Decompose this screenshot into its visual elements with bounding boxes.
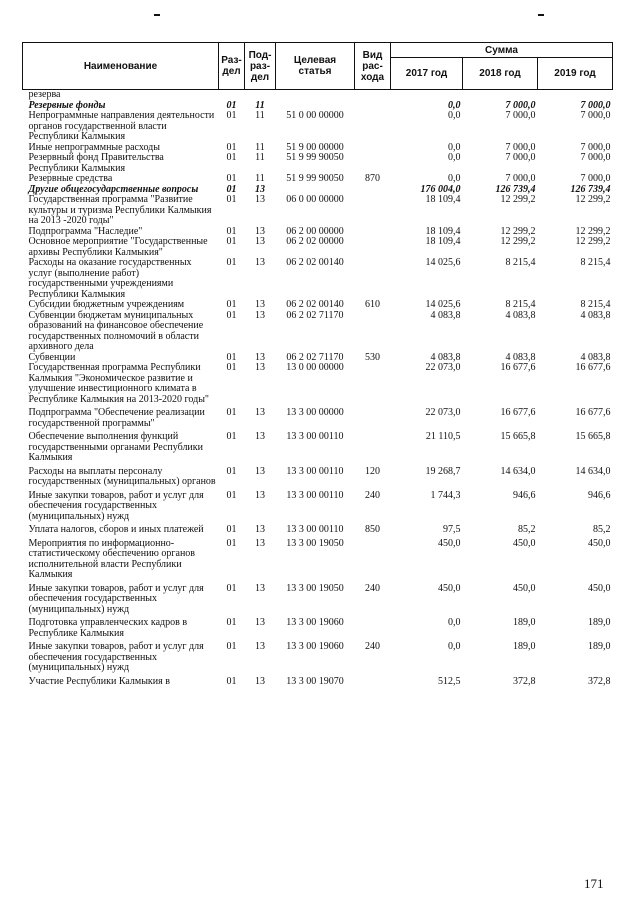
row-razdel: 01 bbox=[226, 537, 237, 549]
row-vid bbox=[355, 536, 391, 581]
row-razdel: 01 bbox=[226, 465, 237, 477]
row-sum-2017: 0,0 bbox=[448, 617, 461, 628]
row-sum-2019: 372,8 bbox=[588, 675, 611, 687]
row-vid: 240 bbox=[365, 582, 380, 594]
row-name: Резервные средства bbox=[28, 173, 113, 184]
row-sum-2018: 7 000,0 bbox=[505, 141, 536, 153]
row-sum-2019: 12 299,2 bbox=[575, 225, 611, 237]
row-razdel: 01 bbox=[226, 152, 237, 163]
row-name: Обеспечение выполнения функций государственными органами Республики Калмыкия bbox=[28, 431, 203, 463]
row-sum-2019: 450,0 bbox=[588, 537, 611, 549]
row-name: Иные закупки товаров, работ и услуг для обеспечения государственных (муниципальных) нужд bbox=[28, 582, 204, 615]
table-row bbox=[23, 522, 613, 536]
table-row bbox=[23, 488, 613, 523]
row-podrazdel: 13 bbox=[255, 257, 265, 268]
row-razdel: 01 bbox=[226, 141, 237, 153]
row-podrazdel: 13 bbox=[255, 351, 265, 363]
row-target: 06 2 02 00140 bbox=[286, 257, 344, 268]
row-name: Государственная программа Республики Калмыкия "Экономическое развитие и улучшение инвестиционного климата в Республике Калмыкия на 2013-2020 годы" bbox=[28, 362, 209, 405]
table-row bbox=[23, 674, 613, 688]
header-razdel: Раз- дел bbox=[219, 43, 245, 90]
row-razdel: 01 bbox=[226, 236, 237, 247]
row-podrazdel: 13 bbox=[255, 299, 265, 310]
row-razdel: 01 bbox=[226, 225, 237, 237]
row-sum-2017: 14 025,6 bbox=[425, 299, 461, 310]
row-name: Другие общегосударственные вопросы bbox=[28, 183, 199, 195]
row-sum-2018: 85,2 bbox=[518, 524, 536, 535]
row-sum-2019: 946,6 bbox=[588, 489, 611, 501]
row-sum-2019: 8 215,4 bbox=[580, 299, 611, 310]
row-sum-2018: 372,8 bbox=[513, 675, 536, 687]
row-vid bbox=[355, 195, 391, 227]
row-sum-2017: 18 109,4 bbox=[425, 225, 461, 237]
header-2017: 2017 год bbox=[391, 58, 463, 90]
row-target: 13 3 00 19070 bbox=[286, 675, 344, 687]
row-razdel: 01 bbox=[226, 582, 237, 594]
row-podrazdel: 13 bbox=[255, 465, 265, 477]
row-sum-2018: 7 000,0 bbox=[505, 110, 536, 121]
row-razdel: 01 bbox=[226, 407, 237, 418]
row-sum-2019: 16 677,6 bbox=[575, 407, 611, 418]
row-sum-2019: 7 000,0 bbox=[580, 152, 611, 163]
row-vid bbox=[355, 615, 391, 639]
scan-mark-left bbox=[154, 14, 160, 16]
row-sum-2017: 97,5 bbox=[443, 524, 461, 535]
row-razdel: 01 bbox=[226, 194, 237, 205]
row-sum-2017: 18 109,4 bbox=[425, 194, 461, 205]
row-podrazdel: 11 bbox=[255, 141, 265, 153]
row-name: Подготовка управленческих кадров в Республике Калмыкия bbox=[28, 617, 188, 639]
budget-table-page bbox=[22, 42, 612, 687]
row-podrazdel: 13 bbox=[255, 362, 265, 373]
row-sum-2018: 15 665,8 bbox=[500, 431, 536, 442]
row-name: Резервный фонд Правительства Республики Калмыкия bbox=[28, 152, 164, 174]
row-name: Расходы на оказание государственных услуг (выполнение работ) государственными учреждениями Республики Калмыкия bbox=[28, 257, 192, 300]
row-sum-2017: 0,0 bbox=[448, 152, 461, 163]
row-sum-2018: 7 000,0 bbox=[505, 99, 536, 111]
row-razdel: 01 bbox=[226, 257, 237, 268]
row-sum-2019: 8 215,4 bbox=[580, 257, 611, 268]
row-name: Государственная программа "Развитие культуры и туризма Республики Калмыкия на 2013 -2020 годы" bbox=[28, 194, 212, 226]
row-podrazdel: 11 bbox=[255, 110, 265, 121]
row-sum-2019: 4 083,8 bbox=[580, 309, 611, 321]
row-sum-2018: 189,0 bbox=[513, 641, 536, 652]
row-name: Резервные фонды bbox=[28, 99, 106, 111]
page-number: 171 bbox=[584, 876, 604, 891]
row-sum-2019: 14 634,0 bbox=[575, 465, 611, 477]
row-name: Подпрограмма "Обеспечение реализации государственной программы" bbox=[28, 407, 205, 429]
table-row bbox=[23, 405, 613, 429]
header-target: Целевая статья bbox=[276, 43, 355, 90]
row-podrazdel bbox=[245, 90, 276, 101]
row-sum-2019: 4 083,8 bbox=[580, 351, 611, 363]
row-target bbox=[276, 90, 355, 101]
row-razdel: 01 bbox=[226, 641, 237, 652]
row-name: Иные непрограммные расходы bbox=[28, 141, 160, 153]
row-sum-2019: 85,2 bbox=[593, 524, 611, 535]
row-razdel: 01 bbox=[226, 309, 237, 321]
row-sum-2017: 0,0 bbox=[448, 173, 461, 184]
scan-mark-right bbox=[538, 14, 544, 16]
row-sum-2018: 189,0 bbox=[513, 617, 536, 628]
row-vid bbox=[355, 363, 391, 405]
row-sum-2018: 16 677,6 bbox=[500, 362, 536, 373]
row-podrazdel: 13 bbox=[255, 489, 265, 501]
header-2018: 2018 год bbox=[463, 58, 538, 90]
table-row bbox=[23, 237, 613, 258]
row-razdel: 01 bbox=[226, 431, 237, 442]
row-sum-2018: 7 000,0 bbox=[505, 152, 536, 163]
row-sum-2017: 450,0 bbox=[438, 537, 461, 549]
row-podrazdel: 13 bbox=[255, 537, 265, 549]
row-sum-2017 bbox=[391, 90, 463, 101]
table-row bbox=[23, 111, 613, 143]
row-name: Основное мероприятие "Государственные архивы Республики Калмыкия" bbox=[28, 236, 208, 258]
row-vid bbox=[355, 227, 391, 238]
row-sum-2019: 12 299,2 bbox=[575, 236, 611, 247]
row-name: Иные закупки товаров, работ и услуг для обеспечения государственных (муниципальных) нужд bbox=[28, 641, 204, 673]
table-row bbox=[23, 174, 613, 185]
row-podrazdel: 11 bbox=[255, 99, 265, 111]
row-sum-2018: 7 000,0 bbox=[505, 173, 536, 184]
row-sum-2019: 7 000,0 bbox=[580, 141, 611, 153]
row-target: 13 3 00 00110 bbox=[286, 431, 344, 442]
row-sum-2017: 18 109,4 bbox=[425, 236, 461, 247]
row-podrazdel: 11 bbox=[255, 173, 265, 184]
row-target: 13 3 00 00110 bbox=[286, 465, 344, 477]
row-vid bbox=[355, 101, 391, 112]
header-sum: Сумма bbox=[391, 43, 613, 58]
row-sum-2018: 16 677,6 bbox=[500, 407, 536, 418]
row-vid bbox=[355, 111, 391, 143]
row-podrazdel: 13 bbox=[255, 675, 265, 687]
row-sum-2018 bbox=[463, 90, 538, 101]
row-target: 06 2 02 00140 bbox=[286, 299, 344, 310]
row-razdel: 01 bbox=[226, 110, 237, 121]
row-sum-2017: 512,5 bbox=[438, 675, 461, 687]
row-sum-2017: 22 073,0 bbox=[425, 362, 461, 373]
row-podrazdel: 11 bbox=[255, 152, 265, 163]
table-row bbox=[23, 363, 613, 405]
row-target: 13 3 00 19060 bbox=[286, 641, 344, 652]
header-vid: Вид рас- хода bbox=[355, 43, 391, 90]
row-vid bbox=[355, 153, 391, 174]
row-sum-2019: 7 000,0 bbox=[580, 99, 611, 111]
row-razdel: 01 bbox=[226, 351, 237, 363]
row-sum-2018: 4 083,8 bbox=[505, 309, 536, 321]
row-podrazdel: 13 bbox=[255, 183, 265, 195]
row-podrazdel: 13 bbox=[255, 309, 265, 321]
table-row bbox=[23, 581, 613, 616]
row-target: 13 3 00 19050 bbox=[286, 537, 344, 549]
row-vid: 870 bbox=[365, 173, 380, 184]
row-target: 51 0 00 00000 bbox=[286, 110, 344, 121]
row-vid: 610 bbox=[365, 299, 380, 310]
row-vid bbox=[355, 143, 391, 154]
row-vid: 240 bbox=[365, 489, 380, 501]
row-vid: 240 bbox=[365, 641, 380, 652]
row-name: Непрограммные направления деятельности органов государственной власти Республики Калмыкия bbox=[28, 110, 215, 142]
row-sum-2017: 4 083,8 bbox=[430, 351, 461, 363]
row-sum-2018: 12 299,2 bbox=[500, 225, 536, 237]
row-vid bbox=[355, 674, 391, 688]
row-target: 13 3 00 00110 bbox=[286, 489, 344, 501]
row-vid: 120 bbox=[365, 465, 380, 477]
row-target: 13 3 00 00110 bbox=[286, 524, 344, 535]
table-row bbox=[23, 311, 613, 353]
table-row bbox=[23, 258, 613, 300]
row-sum-2019: 126 739,4 bbox=[570, 183, 611, 195]
budget-table bbox=[22, 42, 613, 687]
row-name: Субвенции бюджетам муниципальных образований на финансовое обеспечение государственных полномочий в области архивного дела bbox=[28, 309, 204, 352]
table-header bbox=[23, 43, 613, 90]
row-sum-2018: 12 299,2 bbox=[500, 194, 536, 205]
row-sum-2018: 126 739,4 bbox=[495, 183, 536, 195]
row-sum-2019: 16 677,6 bbox=[575, 362, 611, 373]
row-name: Уплата налогов, сборов и иных платежей bbox=[28, 524, 204, 535]
row-sum-2019: 7 000,0 bbox=[580, 173, 611, 184]
row-sum-2017: 176 004,0 bbox=[420, 183, 461, 195]
row-razdel bbox=[219, 90, 245, 101]
row-vid: 530 bbox=[365, 351, 380, 363]
row-podrazdel: 13 bbox=[255, 194, 265, 205]
row-sum-2018: 12 299,2 bbox=[500, 236, 536, 247]
row-sum-2018: 450,0 bbox=[513, 582, 536, 594]
row-target: 06 2 02 00000 bbox=[286, 236, 344, 247]
row-sum-2017: 21 110,5 bbox=[425, 431, 461, 442]
row-razdel: 01 bbox=[226, 299, 237, 310]
table-row bbox=[23, 615, 613, 639]
row-sum-2017: 0,0 bbox=[448, 99, 461, 111]
row-podrazdel: 13 bbox=[255, 431, 265, 442]
row-name: Подпрограмма "Наследие" bbox=[28, 225, 143, 237]
row-sum-2017: 22 073,0 bbox=[425, 407, 461, 418]
table-row bbox=[23, 90, 613, 101]
row-sum-2017: 14 025,6 bbox=[425, 257, 461, 268]
table-row bbox=[23, 300, 613, 311]
row-sum-2017: 4 083,8 bbox=[430, 309, 461, 321]
row-sum-2018: 4 083,8 bbox=[505, 351, 536, 363]
row-sum-2019: 189,0 bbox=[588, 641, 611, 652]
row-vid bbox=[355, 185, 391, 196]
row-sum-2019: 450,0 bbox=[588, 582, 611, 594]
row-vid bbox=[355, 90, 391, 101]
row-vid bbox=[355, 258, 391, 300]
row-sum-2018: 8 215,4 bbox=[505, 257, 536, 268]
row-razdel: 01 bbox=[226, 617, 237, 628]
row-vid bbox=[355, 429, 391, 464]
row-podrazdel: 13 bbox=[255, 407, 265, 418]
header-podrazdel: Под- раз- дел bbox=[245, 43, 276, 90]
row-name: резерва bbox=[28, 89, 61, 100]
table-row bbox=[23, 153, 613, 174]
row-sum-2019: 189,0 bbox=[588, 617, 611, 628]
row-razdel: 01 bbox=[226, 489, 237, 501]
row-sum-2018: 450,0 bbox=[513, 537, 536, 549]
row-sum-2019 bbox=[538, 90, 613, 101]
row-sum-2017: 0,0 bbox=[448, 641, 461, 652]
row-vid bbox=[355, 237, 391, 258]
row-vid bbox=[355, 405, 391, 429]
row-target: 51 9 99 90050 bbox=[286, 173, 344, 184]
row-sum-2019: 12 299,2 bbox=[575, 194, 611, 205]
row-razdel: 01 bbox=[226, 183, 237, 195]
table-body bbox=[23, 90, 613, 688]
table-row bbox=[23, 429, 613, 464]
row-sum-2018: 946,6 bbox=[513, 489, 536, 501]
row-target: 13 3 00 00000 bbox=[286, 407, 344, 418]
row-name: Иные закупки товаров, работ и услуг для обеспечения государственных (муниципальных) нужд bbox=[28, 489, 204, 522]
row-target: 13 3 00 19060 bbox=[286, 617, 344, 628]
row-name: Мероприятия по информационно-статистическому обеспечению органов исполнительной власти Республики Калмыкия bbox=[28, 537, 196, 580]
table-row bbox=[23, 195, 613, 227]
row-sum-2017: 1 744,3 bbox=[430, 489, 461, 501]
row-target: 51 9 00 00000 bbox=[286, 141, 344, 153]
row-target: 06 0 00 00000 bbox=[286, 194, 344, 205]
row-podrazdel: 13 bbox=[255, 524, 265, 535]
row-podrazdel: 13 bbox=[255, 582, 265, 594]
row-target: 51 9 99 90050 bbox=[286, 152, 344, 163]
row-name: Субвенции bbox=[28, 351, 76, 363]
row-target: 06 2 02 71170 bbox=[286, 309, 344, 321]
row-name: Участие Республики Калмыкия в bbox=[28, 675, 170, 687]
row-podrazdel: 13 bbox=[255, 225, 265, 237]
row-name: Субсидии бюджетным учреждениям bbox=[28, 299, 185, 310]
row-podrazdel: 13 bbox=[255, 236, 265, 247]
row-vid: 850 bbox=[365, 524, 380, 535]
table-row bbox=[23, 536, 613, 581]
row-podrazdel: 13 bbox=[255, 617, 265, 628]
row-vid bbox=[355, 311, 391, 353]
row-target: 06 2 02 71170 bbox=[286, 351, 344, 363]
table-row bbox=[23, 639, 613, 674]
row-sum-2017: 450,0 bbox=[438, 582, 461, 594]
header-2019: 2019 год bbox=[538, 58, 613, 90]
row-razdel: 01 bbox=[226, 173, 237, 184]
row-razdel: 01 bbox=[226, 524, 237, 535]
row-sum-2018: 8 215,4 bbox=[505, 299, 536, 310]
row-sum-2017: 19 268,7 bbox=[425, 465, 461, 477]
row-sum-2017: 0,0 bbox=[448, 110, 461, 121]
row-razdel: 01 bbox=[226, 675, 237, 687]
header-name: Наименование bbox=[23, 43, 219, 90]
row-razdel: 01 bbox=[226, 99, 237, 111]
row-name: Расходы на выплаты персоналу государственных (муниципальных) органов bbox=[28, 465, 216, 487]
row-sum-2019: 15 665,8 bbox=[575, 431, 611, 442]
row-sum-2019: 7 000,0 bbox=[580, 110, 611, 121]
row-sum-2018: 14 634,0 bbox=[500, 465, 536, 477]
row-target: 13 0 00 00000 bbox=[286, 362, 344, 373]
row-target: 13 3 00 19050 bbox=[286, 582, 344, 594]
row-razdel: 01 bbox=[226, 362, 237, 373]
row-podrazdel: 13 bbox=[255, 641, 265, 652]
table-row bbox=[23, 464, 613, 488]
row-sum-2017: 0,0 bbox=[448, 141, 461, 153]
row-target: 06 2 00 00000 bbox=[286, 225, 344, 237]
